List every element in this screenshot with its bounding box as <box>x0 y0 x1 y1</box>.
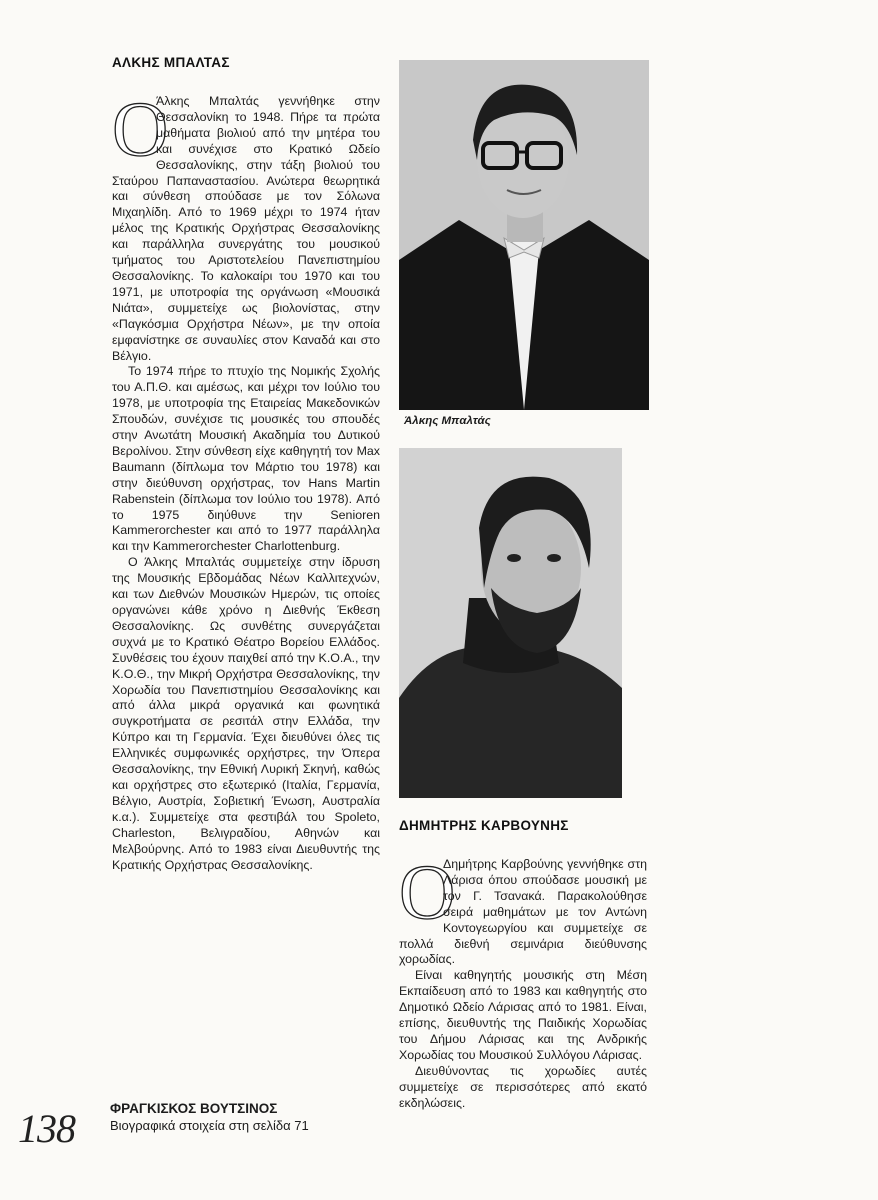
next-entry-name: ΦΡΑΓΚΙΣΚΟΣ ΒΟΥΤΣΙΝΟΣ <box>110 1101 278 1116</box>
portrait-photo-baltas <box>399 60 649 410</box>
article-heading-karvounis: ΔΗΜΗΤΡΗΣ ΚΑΡΒΟΥΝΗΣ <box>399 818 569 833</box>
paragraph: Άλκης Μπαλτάς γεννήθηκε στην Θεσσαλονίκη το 1948. Πήρε τα πρώτα μαθήματα βιολιού από την μητέρα του και συνέχισε στο Κρατικό Ωδείο Θεσσαλονίκης, στην τάξη βιολιού του Σταύρου Παπαναστασίου. Ανώτερα θεωρητικά και σύνθεση σπούδασε με τον Σόλωνα Μιχαηλίδη. Από το 1969 μέχρι το 1974 ήταν μέλος της Κρατικής Ορχήστρας Θεσσαλονίκης και παράλληλα συνεργάτης του μουσικού τμήματος του Αριστοτελείου Πανεπιστημίου Θεσσαλονίκης. Το καλοκαίρι του 1970 και του 1971, με υποτροφία της οργάνωση «Μουσικά Νιάτα», συμμετείχε ως βιολονίστας, στην «Παγκόσμια Ορχήστρα Νέων», με την οποία εμφανίστηκε σε συναυλίες στον Καναδά και στο Βέλγιο. <box>112 94 380 363</box>
paragraph: Δημήτρης Καρβούνης γεννήθηκε στη Λάρισα όπου σπούδασε μουσική με τον Γ. Τσανακά. Παρακολούθησε σειρά μαθημάτων με τον Αντώνη Κοντογεωργίου και συμμετείχε σε πολλά διεθνή σεμινάρια διεύθυνσης χορωδίας. <box>399 857 647 967</box>
article-body-baltas <box>112 85 380 873</box>
page-number: 138 <box>18 1106 75 1151</box>
photo-caption: Άλκης Μπαλτάς <box>404 415 491 427</box>
paragraph: Ο Άλκης Μπαλτάς συμμετείχε στην ίδρυση της Μουσικής Εβδομάδας Νέων Καλλιτεχνών, και των Διεθνών Μουσικών Ημερών, τις οποίες οργανώνει κάθε χρόνο η Διεθνής Έκθεση Θεσσαλονίκης. Ως συνθέτης συνεργάζεται συχνά με το Κρατικό Θέατρο Βορείου Ελλάδος. Συνθέσεις του έχουν παιχθεί από την Κ.Ο.Α., την Κ.Ο.Θ., την Μικρή Ορχήστρα Θεσσαλονίκης, την Χορωδία του Πανεπιστημίου Θεσσαλονίκης και από άλλα μικρά οργανικά και φωνητικά συγκροτήματα σε ρεσιτάλ στην Ελλάδα, την Κύπρο και τη Γερμανία. Έχει διευθύνει όλες τις Ελληνικές συμφωνικές ορχήστρες, την Όπερα Θεσσαλονίκης, την Εθνική Λυρική Σκηνή, καθώς και ορχήστρες στο εξωτερικό (Ιταλία, Γερμανία, Βέλγιο, Αυστρία, Σοβιετική Ένωση, Αυστραλία κ.α.). Συμμετείχε στα φεστιβάλ του Spoleto, Charleston, Βελιγραδίου, Αθηνών και Μελβούρνης. Από το 1983 είναι Διευθυντής της Κρατικής Ορχήστρας Θεσσαλονίκης. <box>112 555 380 872</box>
dropcap: Ο <box>112 85 169 172</box>
paragraph: Το 1974 πήρε το πτυχίο της Νομικής Σχολής του Α.Π.Θ. και αμέσως, και μέχρι τον Ιούλιο του 1978, με υποτροφία της Εταιρείας Μακεδονικών Σπουδών, συνέχισε τις μουσικές του σπουδές στην Ανωτάτη Μουσική Ακαδημία του Δυτικού Βερολίνου. Στην σύνθεση είχε καθηγητή τον Max Baumann (δίπλωμα τον Μάρτιο του 1978) και στην διεύθυνση ορχήστρας, τον Hans Martin Rabenstein (δίπλωμα τον Ιούλιο του 1978). Από το 1975 διηύθυνε την Senioren Kammerorchester και από το 1977 παράλληλα και την Kammerorchester Charlottenburg. <box>112 364 380 554</box>
next-entry-reference: Βιογραφικά στοιχεία στη σελίδα 71 <box>110 1118 309 1133</box>
portrait-illustration <box>399 448 622 798</box>
dropcap: Ο <box>399 848 456 935</box>
portrait-photo-karvounis <box>399 448 622 798</box>
paragraph: Διευθύνοντας τις χορωδίες αυτές συμμετείχε σε περισσότερες από εκατό εκδηλώσεις. <box>399 1063 647 1110</box>
paragraph: Είναι καθηγητής μουσικής στη Μέση Εκπαίδευση από το 1983 και καθηγητής στο Δημοτικό Ωδείο Λάρισας από το 1981. Είναι, επίσης, διευθυντής της Παιδικής Χορωδίας του Δήμου Λάρισας και της Ανδρικής Χορωδίας του Μουσικού Συλλόγου Λάρισας. <box>399 968 647 1062</box>
article-heading-baltas: ΑΛΚΗΣ ΜΠΑΛΤΑΣ <box>112 55 230 70</box>
article-body-karvounis <box>399 848 647 1112</box>
portrait-illustration <box>399 60 649 410</box>
